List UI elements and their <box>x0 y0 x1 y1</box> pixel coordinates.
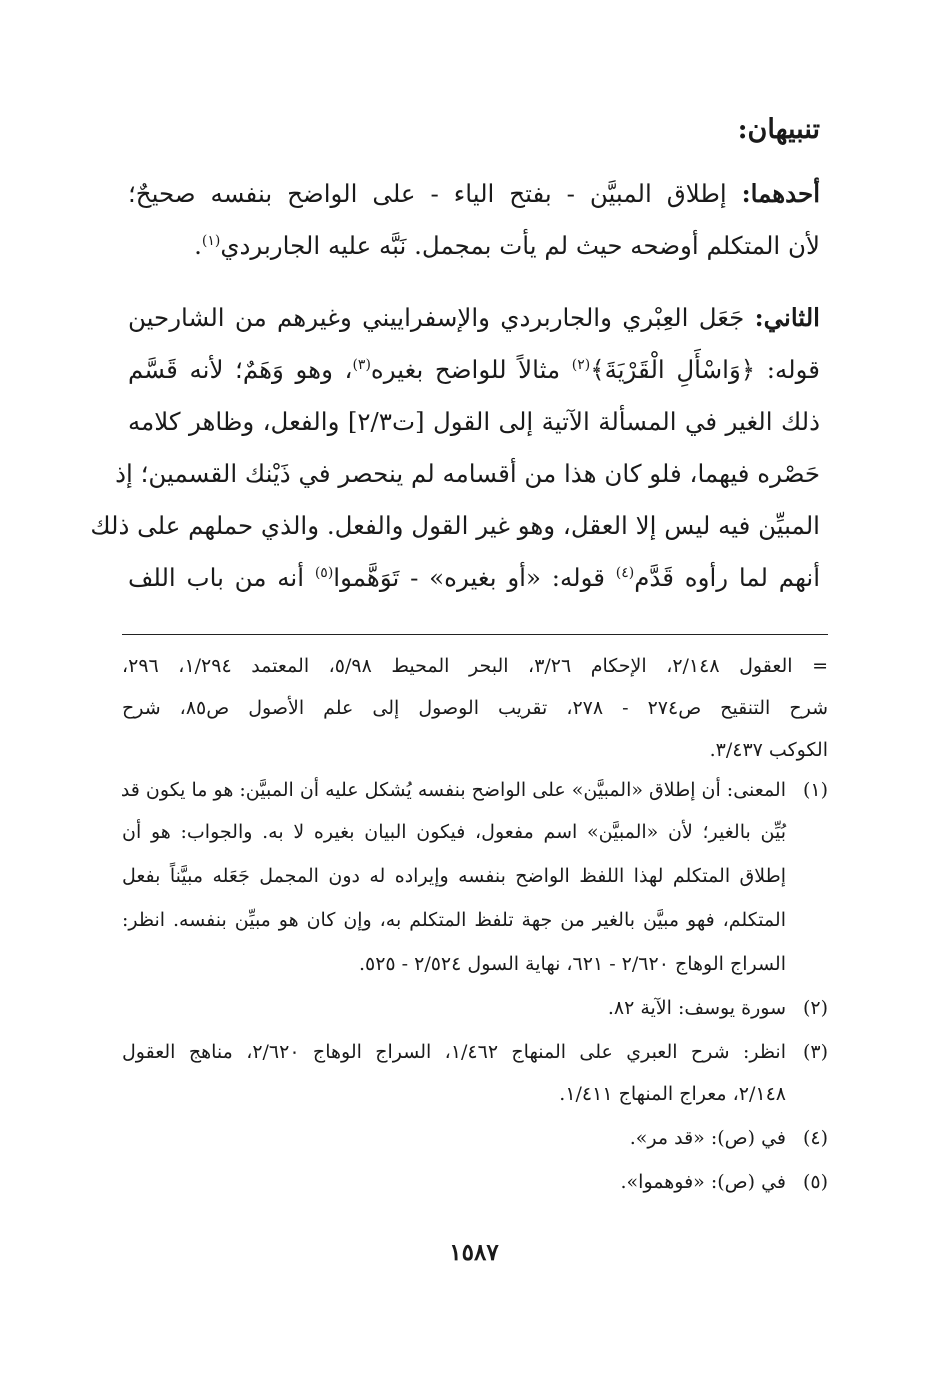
footnote-ref-5[interactable]: (٥) <box>314 564 334 581</box>
footnote-2-number: (٢) <box>802 997 828 1019</box>
footnote-continuation-line-2: شرح التنقيح ص٢٧٤ - ٢٧٨، تقريب الوصول إلى علم الأصول ص٨٥، شرح <box>122 697 829 719</box>
paragraph-1-line-2 <box>128 228 820 264</box>
footnote-ref-3[interactable]: (٣) <box>352 356 371 373</box>
footnote-3-line-1: انظر: شرح العبري على المنهاج ١/٤٦٢، السراج الوهاج ٢/٦٢٠، مناهج العقول <box>122 1041 786 1063</box>
paragraph-1-line-1 <box>128 176 820 212</box>
quran-quote: قوله: ﴿وَاسْأَلِ الْقَرْيَةَ﴾ <box>590 355 820 384</box>
footnote-ref-1[interactable]: (١) <box>201 232 221 249</box>
footnote-4-number: (٤) <box>802 1127 828 1149</box>
footnote-3-number: (٣) <box>802 1041 828 1063</box>
footnote-ref-4[interactable]: (٤) <box>615 564 635 581</box>
paragraph-2-lead: الثاني: <box>754 303 820 332</box>
paragraph-2-line-1 <box>128 300 820 336</box>
footnote-1-line-3: إطلاق المتكلم لهذا اللفظ الواضح بنفسه وإيراده له دون المجمل جَعَله مبيَّناً بفعل <box>122 865 786 887</box>
footnote-5-line-1: في (ص): «فوهموا». <box>620 1171 786 1193</box>
footnote-3-line-2: ٢/١٤٨، معراج المنهاج ١/٤١١. <box>559 1083 786 1105</box>
paragraph-2-line-6-mid: قوله: «أو بغيره» - تَوَهَّموا <box>333 563 616 592</box>
footnote-1-line-4: المتكلم، فهو مبيَّن بالغير من جهة تلفظ المتكلم به، وإن كان هو مبيِّن بنفسه. انظر: <box>122 909 786 931</box>
paragraph-1-line-1-text: إطلاق المبيَّن - بفتح الياء - على الواضح بنفسه صحيحٌ؛ <box>128 179 727 208</box>
footnote-ref-2[interactable]: (٢) <box>571 356 591 373</box>
footnote-continuation-line-3: الكوكب ٣/٤٣٧. <box>709 739 828 761</box>
footnote-1-line-5: السراج الوهاج ٢/٦٢٠ - ٦٢١، نهاية السول ٢/٥٢٤ - ٥٢٥. <box>358 953 786 975</box>
paragraph-2-line-4: حَصْره فيهما، فلو كان هذا من أقسامه لم ينحصر في ذَيْنك القسمين؛ إذ <box>115 459 820 488</box>
paragraph-1-line-2-text: لأن المتكلم أوضحه حيث لم يأت بمجمل. نَبَّه عليه الجاربردي <box>220 231 820 260</box>
section-heading: تنبيهان: <box>737 114 820 145</box>
paragraph-2-line-2-text: مثالاً للواضح بغيره <box>370 355 572 384</box>
paragraph-2-line-2-tail: ، وهو وَهَمٌ؛ لأنه قَسَّم <box>128 355 353 384</box>
paragraph-1-line-2-end: . <box>194 231 202 260</box>
paragraph-2-line-1-text: جَعَل العِبْري والجاربردي والإسفراييني وغيرهم من الشارحين <box>128 303 745 332</box>
paragraph-2-line-6 <box>128 560 820 596</box>
paragraph-2-line-6-tail: أنه من باب اللف <box>128 563 315 592</box>
paragraph-2-line-2 <box>128 352 820 388</box>
paragraph-2-line-6-text: أنهم لما رأوه قَدَّم <box>634 563 820 592</box>
paragraph-1-lead: أحدهما: <box>741 179 820 208</box>
footnote-separator <box>122 634 828 635</box>
footnote-1-number: (١) <box>802 779 828 801</box>
footnote-2-line-1: سورة يوسف: الآية ٨٢. <box>607 997 786 1019</box>
footnote-5-number: (٥) <box>802 1171 828 1193</box>
paragraph-2-line-3: ذلك الغير في المسألة الآتية إلى القول [ت٢/٣] والفعل، وظاهر كلامه <box>128 407 820 436</box>
footnote-4-line-1: في (ص): «قد مر». <box>629 1127 786 1149</box>
footnote-1-line-1: المعنى: أن إطلاق «المبيَّن» على الواضح بنفسه يُشكل عليه أن المبيَّن: هو ما يكون قد <box>120 779 786 801</box>
footnote-continuation-line-1: = العقول ٢/١٤٨، الإحكام ٣/٢٦، البحر المحيط ٥/٩٨، المعتمد ١/٢٩٤، ٢٩٦، <box>122 655 829 677</box>
page-number: ١٥٨٧ <box>449 1239 499 1266</box>
paragraph-2-line-5: المبيِّن فيه ليس إلا العقل، وهو غير القول والفعل. والذي حملهم على ذلك <box>90 511 820 540</box>
footnote-1-line-2: بُيِّن بالغير؛ لأن «المبيَّن» اسم مفعول، فيكون البيان بغيره لا به. والجواب: هو أن <box>122 821 786 843</box>
